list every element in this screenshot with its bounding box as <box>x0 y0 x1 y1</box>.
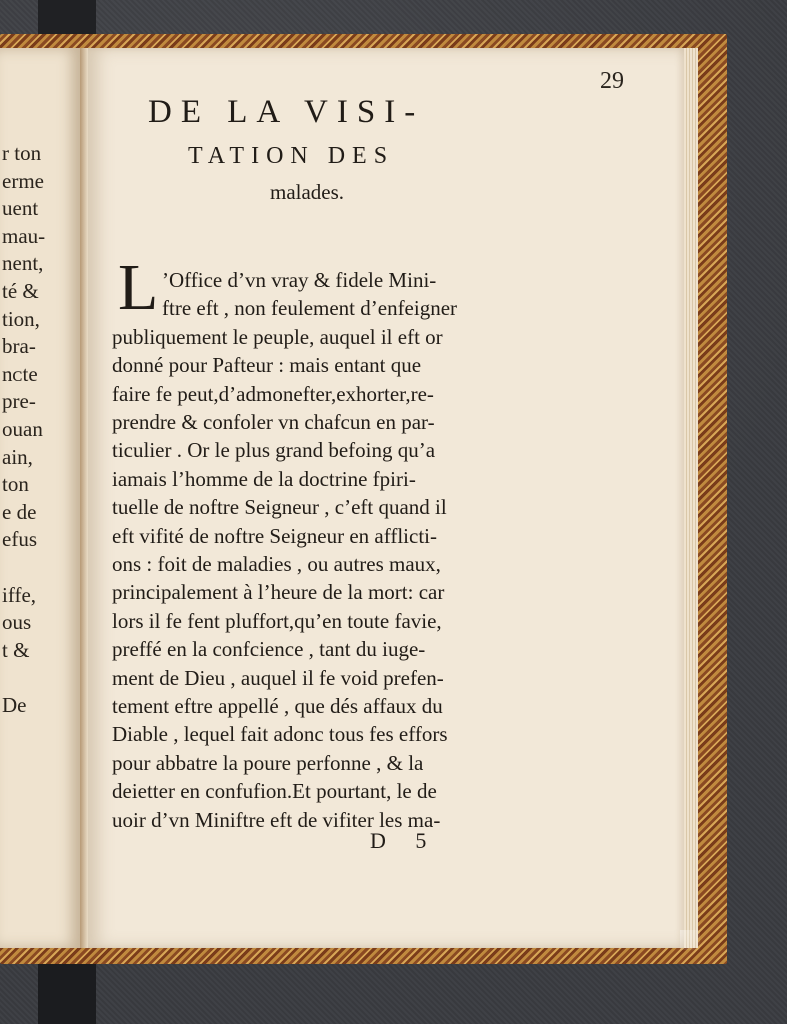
body-line: ’Office d’vn vray & fidele Mini- <box>162 268 437 292</box>
body-line: pour abbatre la poure perfonne , & la <box>112 750 424 775</box>
body-line: lors il fe fent pluffort,qu’en toute favie, <box>112 608 442 633</box>
page-edges <box>684 48 698 948</box>
body-line: ticulier . Or le plus grand befoing qu’a <box>112 438 436 463</box>
left-page-line: efus <box>2 527 37 552</box>
page-number: 29 <box>600 68 624 94</box>
left-page-line: iffe, <box>2 582 37 607</box>
left-page <box>0 48 80 948</box>
left-page-line: té & <box>2 278 39 303</box>
body-line: ftre eft , non feulement d’enfeigner <box>162 296 458 321</box>
body-line: donné pour Pafteur : mais entant que <box>112 353 422 378</box>
body-line: faire fe peut,d’admonefter,exhorter,re- <box>112 381 434 406</box>
body-line: tement eftre appellé , que dés affaux du <box>112 694 443 718</box>
left-page-line: ouan <box>2 416 43 441</box>
heading-line-1: DE LA VISI- <box>148 94 425 130</box>
body-line: prendre & confoler vn chafcun en par- <box>112 410 435 434</box>
left-page-line: r ton <box>2 141 42 165</box>
heading-line-2: TATION DES <box>188 143 395 169</box>
left-page-line: bra- <box>2 334 36 359</box>
page-corner <box>680 930 700 950</box>
left-page-line: nent, <box>2 251 44 276</box>
left-page-line: tion, <box>2 306 40 331</box>
body-line: principalement à l’heure de la mort: car <box>112 580 445 605</box>
left-page-text <box>0 140 80 719</box>
body-line: ment de Dieu , auquel il fe void prefen- <box>112 665 444 690</box>
body-line: deietter en confufion.Et pourtant, le de <box>112 779 437 804</box>
left-page-line: t & <box>2 637 30 662</box>
left-page-line: mau- <box>2 223 46 248</box>
background-strip-lower <box>38 962 96 1024</box>
left-page-line <box>2 554 80 582</box>
left-page-line: ain, <box>2 444 33 469</box>
book-gutter <box>80 48 88 948</box>
body-line: publiquement le peuple, auquel il eft or <box>112 324 443 349</box>
left-page-line: e de <box>2 499 37 524</box>
body-line: ons : foit de maladies , ou autres maux, <box>112 552 441 576</box>
drop-cap: L <box>118 251 159 324</box>
left-page-line <box>2 664 80 692</box>
left-page-line: De <box>2 692 27 717</box>
body-line: eft vifité de noftre Seigneur en afflicti- <box>112 523 437 548</box>
body-line: Diable , lequel fait adonc tous fes effors <box>112 722 448 747</box>
left-page-line: ton <box>2 472 29 497</box>
left-page-line: uent <box>2 196 39 221</box>
body-line: tuelle de noftre Seigneur , c’eft quand il <box>112 495 447 520</box>
heading-line-3: malades. <box>270 180 345 204</box>
left-page-line: ous <box>2 610 32 635</box>
left-page-line: nᴄte <box>2 361 38 386</box>
body-line: iamais l’homme de la doctrine fpiri- <box>112 466 416 491</box>
left-page-line: erme <box>2 168 44 193</box>
body-line: preffé en la confcience , tant du iuge- <box>112 637 426 662</box>
left-page-line: pre- <box>2 389 36 414</box>
body-line: uoir d’vn Miniftre eft de vifiter les ma- <box>112 807 441 832</box>
signature-mark: D 5 <box>370 828 439 853</box>
